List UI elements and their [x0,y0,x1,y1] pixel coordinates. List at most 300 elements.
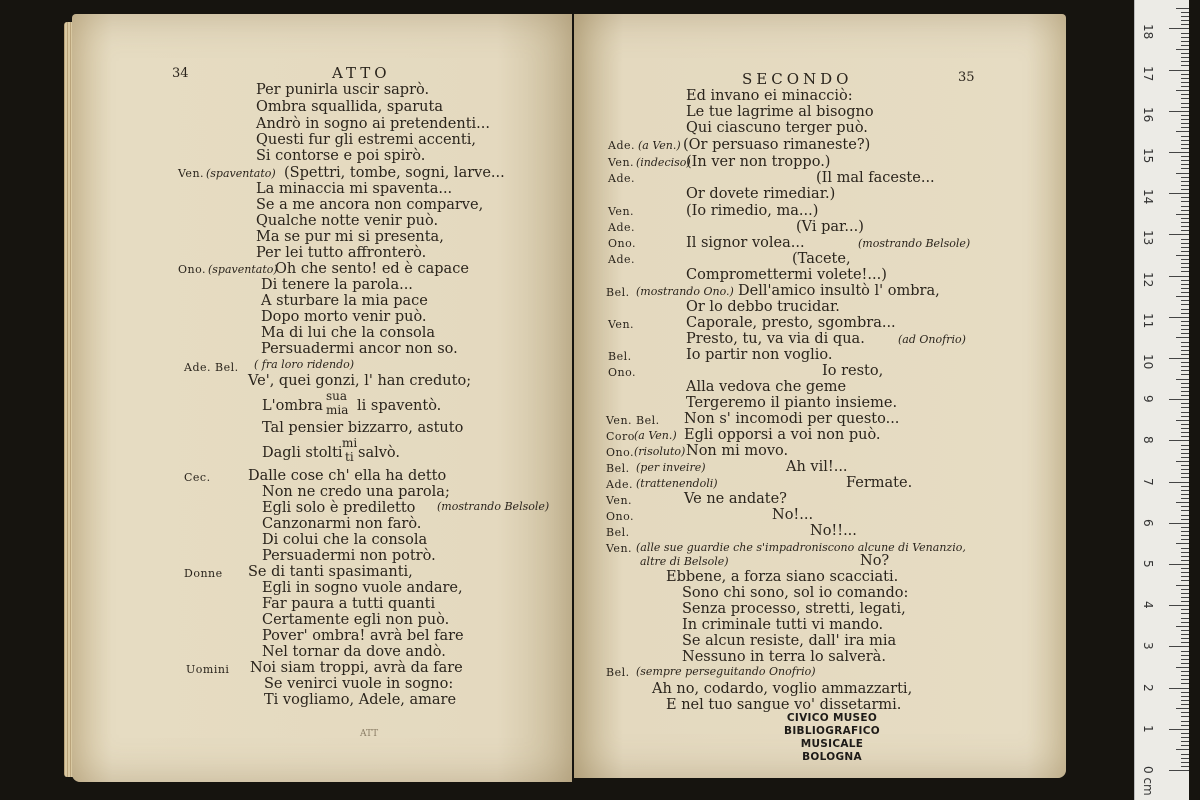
ruler-label: 11 [1141,312,1155,329]
verse-line: Dalle cose ch' ella ha detto [248,468,447,484]
ruler-tick [1169,28,1189,29]
ruler-tick [1181,57,1189,58]
alternate-word: mi [342,436,358,450]
ruler-tick [1181,486,1189,487]
ruler-tick [1181,515,1189,516]
stamp-line: CIVICO MUSEO [786,712,878,724]
ruler-tick [1181,304,1189,305]
ruler-tick [1176,543,1189,544]
ruler-tick [1181,127,1189,128]
verse-line: (In ver non troppo.) [686,154,831,170]
library-stamp [752,712,912,764]
verse-line: Qui ciascuno terger può. [686,120,868,136]
speaker-label: Ono. [608,237,637,250]
ruler-tick [1181,465,1189,466]
ruler-label: 12 [1141,271,1155,287]
running-header-left: ATTO [332,64,391,82]
ruler-tick [1181,721,1189,722]
ruler-tick [1169,605,1189,606]
ruler-tick [1181,548,1189,549]
verse-line: L'ombra [262,398,323,414]
verse-line: Ve ne andate? [684,491,787,507]
verse-line: Ebbene, a forza siano scacciati. [666,569,899,585]
ruler-tick [1181,354,1189,355]
verse-line: Ah vil!... [786,459,848,475]
ruler-tick [1181,712,1189,713]
ruler-tick [1181,589,1189,590]
ruler-tick [1181,432,1189,433]
ruler-tick [1181,168,1189,169]
verse-line: Ti vogliamo, Adele, amare [264,692,457,708]
ruler-tick [1176,502,1189,503]
ruler-tick [1181,572,1189,573]
verse-line: Qualche notte venir può. [256,213,439,229]
stage-direction: ( fra loro ridendo) [254,358,355,371]
ruler-tick [1181,267,1189,268]
verse-line: Egli solo è prediletto [262,500,416,516]
verse-line: Compromettermi volete!...) [686,267,887,283]
ruler-tick [1181,263,1189,264]
ruler-tick [1181,391,1189,392]
ruler-label: 17 [1141,65,1155,81]
speaker-label: Ono. [606,446,635,459]
stage-direction: altre di Belsole) [640,555,729,568]
verse-line: Tal pensier bizzarro, astuto [262,420,464,436]
verse-line: (Or persuaso rimaneste?) [683,137,871,153]
ruler-label: 4 [1141,601,1155,609]
ruler-tick [1181,37,1189,38]
verse-line: Per punirla uscir saprò. [256,82,430,98]
ruler-tick [1181,107,1189,108]
ruler-tick [1181,671,1189,672]
ruler-tick [1181,618,1189,619]
verse-line: Dagli stolti [262,445,343,461]
ruler-tick [1181,321,1189,322]
verse-line: Io resto, [822,363,884,379]
speaker-label: Ade. [606,478,633,491]
ruler-tick [1181,288,1189,289]
ruler-tick [1181,61,1189,62]
speaker-label: Ade. [608,139,635,152]
verse-line: Non ne credo una parola; [262,484,450,500]
ruler-tick [1181,704,1189,705]
running-header-right: SECONDO [742,70,853,88]
ruler-tick [1181,745,1189,746]
speaker-label: Ven. [608,318,635,331]
ruler-tick [1181,576,1189,577]
verse-line: Alla vedova che geme [686,379,847,395]
ruler-tick [1181,593,1189,594]
speaker-label: Ven. [606,494,633,507]
ruler-tick [1181,206,1189,207]
verse-line: Non s' incomodi per questo... [684,411,900,427]
ruler-tick [1181,407,1189,408]
speaker-label: Cec. [184,471,211,484]
ruler-tick [1176,337,1189,338]
speaker-label: Ven. [178,167,205,180]
verse-line: A sturbare la mia pace [261,293,428,309]
ruler-tick [1181,609,1189,610]
ruler-tick [1181,490,1189,491]
ruler-tick [1181,33,1189,34]
verse-line: Senza processo, stretti, legati, [682,601,906,617]
ruler-tick [1169,399,1189,400]
ruler-tick [1181,638,1189,639]
verse-line: Se a me ancora non comparve, [256,197,484,213]
ruler-tick [1181,642,1189,643]
ruler-tick [1181,539,1189,540]
ruler-tick [1169,482,1189,483]
stage-direction: (mostrando Belsole) [858,237,971,250]
ruler-tick [1169,276,1189,277]
ruler-tick [1181,329,1189,330]
ruler-tick [1169,523,1189,524]
ruler-tick [1169,564,1189,565]
ruler-tick [1181,98,1189,99]
verse-line: Se venirci vuole in sogno: [264,676,454,692]
speaker-label: Uomini [186,663,230,676]
verse-line: Sono chi sono, sol io comando: [682,585,909,601]
ruler-tick [1169,646,1189,647]
ruler-tick [1181,630,1189,631]
ruler-tick [1176,8,1189,9]
ruler-tick [1176,214,1189,215]
stage-direction: (ad Onofrio) [898,333,966,346]
ruler-tick [1181,325,1189,326]
ruler-tick [1181,716,1189,717]
verse-line: Egli in sogno vuole andare, [262,580,463,596]
ruler-tick [1181,82,1189,83]
ruler-tick [1181,362,1189,363]
ruler-tick [1181,655,1189,656]
verse-line: Ma se pur mi si presenta, [256,229,444,245]
ruler-tick [1181,613,1189,614]
ruler-tick [1176,667,1189,668]
ruler-tick [1181,230,1189,231]
ruler-tick [1176,626,1189,627]
ruler-tick [1181,519,1189,520]
ruler-tick [1181,300,1189,301]
stage-direction: (mostrando Ono.) [636,285,734,298]
ruler-tick [1169,111,1189,112]
speaker-label: Bel. [606,666,630,679]
verse-line: Se di tanti spasimanti, [248,564,413,580]
ruler-tick [1169,358,1189,359]
ruler-tick [1181,445,1189,446]
verse-line: Certamente egli non può. [262,612,450,628]
ruler-tick [1181,634,1189,635]
verse-line: Si contorse e poi spirò. [256,148,426,164]
ruler-tick [1169,688,1189,689]
ruler-tick [1181,494,1189,495]
speaker-label: Bel. [606,286,630,299]
ruler-tick [1181,506,1189,507]
ruler-tick [1181,177,1189,178]
ruler-tick [1181,535,1189,536]
verse-line: Fermate. [846,475,913,491]
verse-line: Non mi movo. [686,443,789,459]
verse-line: Or lo debbo trucidar. [686,299,840,315]
ruler-tick [1181,403,1189,404]
ruler-tick [1181,123,1189,124]
page-mark: ATT [360,729,379,739]
ruler-tick [1181,197,1189,198]
ruler-tick [1181,247,1189,248]
speaker-label: Donne [184,567,223,580]
verse-line: No!... [772,507,814,523]
ruler-label: 14 [1141,189,1155,205]
verse-line: li spaventò. [357,398,442,414]
ruler-tick [1181,370,1189,371]
stage-direction: (a Ven.) [634,429,677,442]
ruler-tick [1181,103,1189,104]
verse-line: Or dovete rimediar.) [686,186,836,202]
speaker-label: Bel. [606,462,630,475]
verse-line: Ed invano ei minacciò: [686,88,853,104]
speaker-label: Ade. [608,253,635,266]
verse-line: (Tacete, [792,251,851,267]
ruler-tick [1169,440,1189,441]
ruler-tick [1181,622,1189,623]
alternate-word: sua [326,389,348,403]
ruler-tick [1181,601,1189,602]
ruler-tick [1169,70,1189,71]
ruler-tick [1181,758,1189,759]
verse-line: Canzonarmi non farò. [262,516,422,532]
ruler-tick [1181,412,1189,413]
verse-line: Ombra squallida, sparuta [256,99,443,115]
ruler-tick [1181,350,1189,351]
ruler-tick [1181,239,1189,240]
verse-line: Ve', quei gonzi, l' han creduto; [248,373,472,389]
ruler-tick [1181,41,1189,42]
ruler-tick [1181,737,1189,738]
ruler-tick [1181,741,1189,742]
ruler-tick [1169,770,1189,771]
stage-direction: (a Ven.) [638,139,681,152]
ruler-tick [1181,663,1189,664]
ruler-tick [1181,387,1189,388]
ruler-tick [1181,477,1189,478]
ruler-tick [1181,346,1189,347]
ruler-tick [1181,189,1189,190]
verse-line: Le tue lagrime al bisogno [686,104,874,120]
ruler-tick [1181,94,1189,95]
ruler-tick [1181,218,1189,219]
ruler-tick [1181,259,1189,260]
ruler-tick [1169,234,1189,235]
speaker-label: Ono. [178,263,207,276]
ruler-tick [1181,292,1189,293]
speaker-label: Ven. [606,542,633,555]
ruler-tick [1181,457,1189,458]
verse-line: salvò. [358,445,400,461]
ruler-tick [1181,424,1189,425]
verse-line: (Il mal faceste... [816,170,935,186]
verse-line: Oh che sento! ed è capace [275,261,469,277]
verse-line: In criminale tutti vi mando. [682,617,884,633]
verse-line: Pover' ombra! avrà bel fare [262,628,464,644]
ruler-tick [1181,700,1189,701]
verse-line: Caporale, presto, sgombra... [686,315,896,331]
ruler-tick [1181,683,1189,684]
speaker-label: Ven. [608,156,635,169]
ruler-tick [1181,527,1189,528]
ruler-tick [1181,766,1189,767]
verse-line: Tergeremo il pianto insieme. [686,395,898,411]
ruler-tick [1181,560,1189,561]
ruler-tick [1169,317,1189,318]
ruler-tick [1169,729,1189,730]
verse-line: Persuadermi ancor non so. [261,341,458,357]
ruler-tick [1181,675,1189,676]
ruler-tick [1181,436,1189,437]
ruler-tick [1181,333,1189,334]
ruler-label: 2 [1141,683,1155,692]
ruler-tick [1181,313,1189,314]
ruler-tick [1181,115,1189,116]
verse-line: Andrò in sogno ai pretendenti... [256,116,491,132]
ruler-tick [1181,580,1189,581]
ruler-tick [1176,90,1189,91]
ruler-tick [1181,449,1189,450]
ruler-label: 10 [1141,354,1155,370]
ruler-tick [1176,173,1189,174]
stage-direction: (sempre perseguitando Onofrio) [636,665,816,678]
ruler-tick [1181,510,1189,511]
ruler-tick [1176,585,1189,586]
ruler-tick [1181,342,1189,343]
speaker-label: Ven. [608,205,635,218]
verse-line: Questi fur gli estremi accenti, [256,132,476,148]
ruler-tick [1181,428,1189,429]
ruler-tick [1176,49,1189,50]
ruler-tick [1176,461,1189,462]
ruler-tick [1176,379,1189,380]
ruler-tick [1181,74,1189,75]
verse-line: Di colui che la consola [262,532,428,548]
ruler-tick [1181,651,1189,652]
verse-line: Dell'amico insultò l' ombra, [738,283,940,299]
verse-line: Nessuno in terra lo salverà. [682,649,886,665]
stage-direction: (alle sue guardie che s'impadroniscono alcune di Venanzio, [636,541,966,554]
ruler-tick [1176,708,1189,709]
ruler-tick [1176,131,1189,132]
ruler-tick [1181,696,1189,697]
ruler-tick [1181,659,1189,660]
speaker-label: Bel. [606,526,630,539]
speaker-label: Ono. [608,366,637,379]
ruler-tick [1176,420,1189,421]
ruler-tick [1181,78,1189,79]
ruler-tick [1181,762,1189,763]
ruler-tick [1181,210,1189,211]
verse-line: Io partir non voglio. [686,347,833,363]
ruler-tick [1169,152,1189,153]
stage-direction: (trattenendoli) [636,477,718,490]
ruler-label: 13 [1141,230,1155,246]
verse-line: Il signor volea... [686,235,805,251]
ruler-tick [1181,568,1189,569]
ruler-tick [1181,531,1189,532]
stamp-line: BOLOGNA [802,751,862,763]
ruler-tick [1181,185,1189,186]
page-number-left: 34 [172,66,189,81]
ruler-tick [1181,45,1189,46]
ruler-tick [1181,556,1189,557]
ruler-tick [1181,498,1189,499]
stage-direction: (spaventato) [208,263,278,276]
ruler-tick [1181,86,1189,87]
ruler-tick [1169,193,1189,194]
ruler-label: 0 cm [1141,766,1155,796]
ruler-label: 5 [1141,560,1155,568]
ruler-tick [1181,140,1189,141]
speaker-label: Coro [606,430,635,443]
ruler-tick [1181,119,1189,120]
ruler-tick [1181,383,1189,384]
alternate-word: mia [326,403,349,417]
verse-line: No? [860,553,890,569]
ruler-label: 15 [1141,148,1155,164]
verse-line: Se alcun resiste, dall' ira mia [682,633,897,649]
ruler-tick [1181,733,1189,734]
ruler-tick [1181,65,1189,66]
speaker-label: Bel. [608,350,632,363]
verse-line: (Vi par...) [796,219,864,235]
verse-line: (Spettri, tombe, sogni, larve... [284,165,505,181]
ruler-tick [1181,453,1189,454]
stage-direction: (risoluto) [634,445,686,458]
ruler-tick [1181,725,1189,726]
ruler-tick [1181,160,1189,161]
verse-line: Persuadermi non potrò. [262,548,436,564]
ruler-tick [1176,296,1189,297]
ruler-tick [1181,226,1189,227]
verse-line: Egli opporsi a voi non può. [684,427,881,443]
ruler-label: 3 [1141,642,1155,651]
ruler-label: 9 [1141,395,1155,403]
verse-line: Ma di lui che la consola [261,325,436,341]
verse-line: (Io rimedio, ma...) [686,203,819,219]
ruler-tick [1181,597,1189,598]
verse-line: Di tenere la parola... [261,277,413,293]
ruler-tick [1181,309,1189,310]
ruler-tick [1181,136,1189,137]
ruler-tick [1181,692,1189,693]
ruler-tick [1181,366,1189,367]
verse-line: Ah no, codardo, voglio ammazzarti, [652,681,913,697]
page-number-right: 35 [958,70,975,85]
speaker-label: Ade. [608,172,635,185]
verse-line: La minaccia mi spaventa... [256,181,453,197]
ruler-label: 8 [1141,436,1155,445]
ruler-tick [1181,754,1189,755]
ruler-tick [1181,24,1189,25]
ruler-tick [1181,395,1189,396]
stage-direction: (mostrando Belsole) [437,500,550,513]
stage-direction: (spaventato) [206,167,276,180]
speaker-label: Ade. [608,221,635,234]
verse-line: Far paura a tutti quanti [262,596,436,612]
verse-line: Noi siam troppi, avrà da fare [250,660,463,676]
ruler-tick [1181,20,1189,21]
ruler-tick [1181,156,1189,157]
ruler-tick [1181,53,1189,54]
alternate-word: ti [345,450,354,464]
ruler-tick [1181,144,1189,145]
ruler-tick [1181,271,1189,272]
